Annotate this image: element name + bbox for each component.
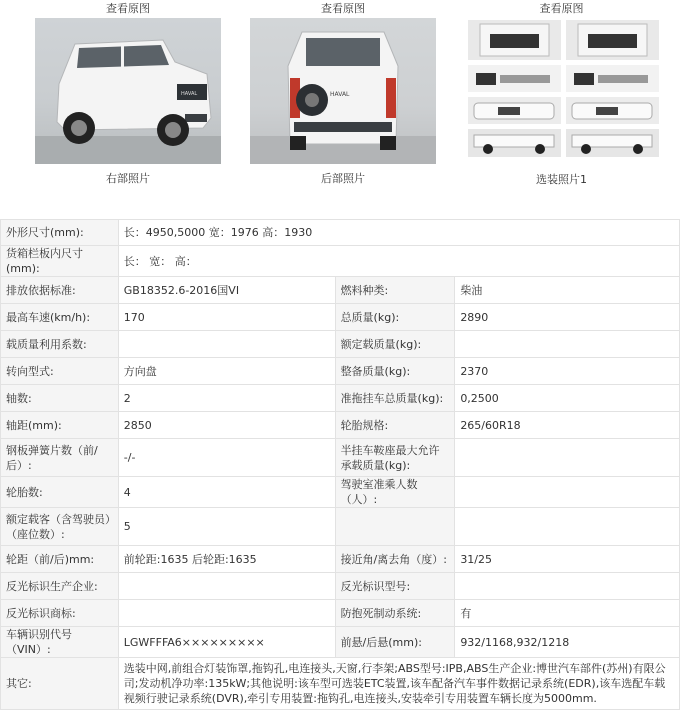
table-row — [1, 277, 680, 304]
spec-label: 转向型式: — [1, 358, 119, 385]
spec-label: 钢板弹簧片数（前/后）: — [1, 439, 119, 477]
spec-label: 额定载客（含驾驶员）（座位数）: — [1, 508, 119, 546]
optional-thumb-lamp-1[interactable] — [468, 65, 561, 92]
spec-label: 货箱栏板内尺寸(mm): — [1, 246, 119, 277]
spec-label — [335, 508, 455, 546]
spec-label: 总质量(kg): — [335, 304, 455, 331]
spec-label: 驾驶室准乘人数（人）: — [335, 477, 455, 508]
spec-label: 反光标识商标: — [1, 600, 119, 627]
table-row — [1, 627, 680, 658]
photo-gallery — [0, 0, 700, 205]
spec-label: 额定载质量(kg): — [335, 331, 455, 358]
spec-label: 排放依据标准: — [1, 277, 119, 304]
spec-value: 31/25 — [455, 546, 680, 573]
table-row — [1, 546, 680, 573]
table-row — [1, 508, 680, 546]
photo-column-optional — [466, 0, 657, 187]
table-row — [1, 385, 680, 412]
spec-value: 2 — [118, 385, 335, 412]
optional-thumb-grille-1[interactable] — [468, 20, 561, 60]
photo-caption-right: 右部照片 — [106, 172, 150, 185]
table-row — [1, 220, 680, 246]
table-row — [1, 304, 680, 331]
spec-label: 轴数: — [1, 385, 119, 412]
optional-thumb-side-2[interactable] — [566, 129, 659, 157]
spec-label: 整备质量(kg): — [335, 358, 455, 385]
spec-value: 长：4950,5000 宽：1976 高：1930 — [118, 220, 679, 246]
optional-thumb-roof-1[interactable] — [468, 97, 561, 124]
table-row — [1, 573, 680, 600]
spec-value: GB18352.6-2016国VI — [118, 277, 335, 304]
spec-label: 燃料种类: — [335, 277, 455, 304]
spec-value — [455, 477, 680, 508]
optional-thumb-side-1[interactable] — [468, 129, 561, 157]
rear-photo[interactable] — [250, 18, 436, 164]
spec-value: 有 — [455, 600, 680, 627]
spec-value: LGWFFFA6××××××××× — [118, 627, 335, 658]
spec-value — [455, 573, 680, 600]
spec-label: 反光标识生产企业: — [1, 573, 119, 600]
photo-column-right — [35, 0, 221, 186]
spec-value — [118, 573, 335, 600]
spec-value: 170 — [118, 304, 335, 331]
vehicle-spec-table — [0, 219, 680, 710]
photo-column-rear — [250, 0, 436, 186]
spec-value — [455, 508, 680, 546]
spec-value: -/- — [118, 439, 335, 477]
spec-label: 载质量利用系数: — [1, 331, 119, 358]
spec-label: 前悬/后悬(mm): — [335, 627, 455, 658]
spec-label: 反光标识型号: — [335, 573, 455, 600]
spec-value: 长： 宽： 高： — [118, 246, 679, 277]
spec-value: 4 — [118, 477, 335, 508]
suv-rear-view-image — [250, 18, 436, 164]
table-row — [1, 439, 680, 477]
spec-label: 外形尺寸(mm): — [1, 220, 119, 246]
spec-label: 轮胎规格: — [335, 412, 455, 439]
spec-label: 轮胎数: — [1, 477, 119, 508]
spec-label: 车辆识别代号（VIN）: — [1, 627, 119, 658]
optional-thumb-grille-2[interactable] — [566, 20, 659, 60]
spec-value: 前轮距:1635 后轮距:1635 — [118, 546, 335, 573]
optional-thumb-roof-2[interactable] — [566, 97, 659, 124]
spec-value — [455, 331, 680, 358]
table-row — [1, 658, 680, 710]
spec-value — [455, 439, 680, 477]
spec-value: 265/60R18 — [455, 412, 680, 439]
table-row — [1, 412, 680, 439]
spec-label: 防抱死制动系统: — [335, 600, 455, 627]
view-original-link-rear[interactable]: 查看原图 — [321, 2, 365, 15]
spec-label: 准拖挂车总质量(kg): — [335, 385, 455, 412]
table-row — [1, 358, 680, 385]
spec-value: 柴油 — [455, 277, 680, 304]
spec-value: 2370 — [455, 358, 680, 385]
spec-value-other: 选装中网,前组合灯装饰罩,拖钩孔,电连接头,天窗,行李架;ABS型号:IPB,ABS生产企业:博世汽车部件(苏州)有限公司;发动机净功率:135kW;其他说明:该车型可选装ETC装置,该车配备汽车事件数据记录系统(EDR),该车选配车载视频行驶记录系统(DVR),牵引专用装置:拖钩孔,电连接头,安装牵引专用装置车辆长度为5000mm. — [118, 658, 679, 710]
table-row — [1, 477, 680, 508]
haval-badge-rear: HAVAL — [330, 91, 350, 98]
photo-caption-optional: 选装照片1 — [536, 173, 587, 186]
spec-label: 最高车速(km/h): — [1, 304, 119, 331]
view-original-link-right[interactable]: 查看原图 — [106, 2, 150, 15]
optional-photo-grid — [468, 20, 657, 157]
right-side-photo[interactable] — [35, 18, 221, 164]
suv-right-view-image — [35, 18, 221, 164]
spec-value: 2850 — [118, 412, 335, 439]
spec-value — [118, 331, 335, 358]
spec-value: 2890 — [455, 304, 680, 331]
spec-label: 其它: — [1, 658, 119, 710]
table-row — [1, 331, 680, 358]
spec-value: 932/1168,932/1218 — [455, 627, 680, 658]
view-original-link-optional[interactable]: 查看原图 — [539, 2, 584, 15]
spec-label: 接近角/离去角（度）: — [335, 546, 455, 573]
spec-label: 半挂车鞍座最大允许承载质量(kg): — [335, 439, 455, 477]
spec-value: 方向盘 — [118, 358, 335, 385]
optional-thumb-lamp-2[interactable] — [566, 65, 659, 92]
haval-badge-front: HAVAL — [181, 91, 198, 97]
spec-value: 5 — [118, 508, 335, 546]
table-row — [1, 600, 680, 627]
photo-caption-rear: 后部照片 — [321, 172, 365, 185]
spec-label: 轮距（前/后)mm: — [1, 546, 119, 573]
spec-value: 0,2500 — [455, 385, 680, 412]
spec-value — [118, 600, 335, 627]
table-row — [1, 246, 680, 277]
spec-label: 轴距(mm): — [1, 412, 119, 439]
